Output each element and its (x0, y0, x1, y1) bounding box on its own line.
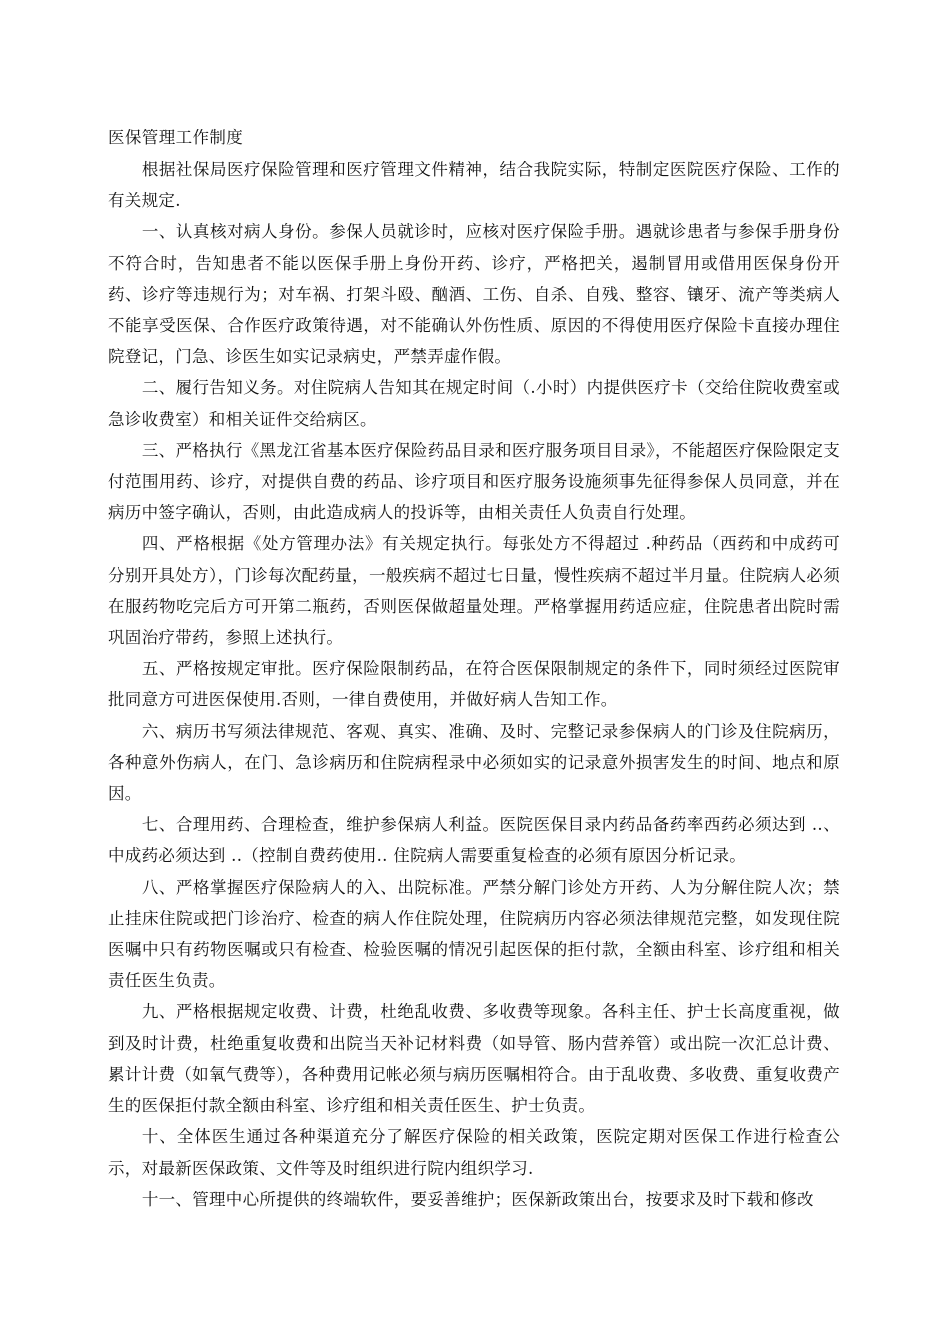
paragraph-1: 一、认真核对病人身份。参保人员就诊时，应核对医疗保险手册。遇就诊患者与参保手册身份不符合时，告知患者不能以医保手册上身份开药、诊疗，严格把关，遏制冒用或借用医保身份开药、诊疗等违规行为；对车祸、打架斗殴、酗酒、工伤、自杀、自残、整容、镶牙、流产等类病人不能享受医保、合作医疗政策待遇，对不能确认外伤性质、原因的不得使用医疗保险卡直接办理住院登记，门急、诊医生如实记录病史，严禁弄虚作假。 (108, 222, 840, 367)
document-body (108, 122, 840, 1215)
paragraph-7: 七、合理用药、合理检查，维护参保病人利益。医院医保目录内药品备药率西药必须达到 ..、中成药必须达到 ..（控制自费药使用.. 住院病人需要重复检查的必须有原因分析记录。 (108, 815, 840, 866)
paragraph-10: 十、全体医生通过各种渠道充分了解医疗保险的相关政策，医院定期对医保工作进行检查公示，对最新医保政策、文件等及时组织进行院内组织学习. (108, 1127, 840, 1178)
paragraph-3: 三、严格执行《黑龙江省基本医疗保险药品目录和医疗服务项目目录》，不能超医疗保险限定支付范围用药、诊疗，对提供自费的药品、诊疗项目和医疗服务设施须事先征得参保人员同意，并在病历中签字确认，否则，由此造成病人的投诉等，由相关责任人负责自行处理。 (108, 440, 840, 523)
paragraph-11: 十一、管理中心所提供的终端软件，要妥善维护；医保新政策出台，按要求及时下载和修改 (141, 1189, 814, 1209)
document-title: 医保管理工作制度 (108, 128, 244, 147)
paragraph-8: 八、严格掌握医疗保险病人的入、出院标准。严禁分解门诊处方开药、人为分解住院人次；禁止挂床住院或把门诊治疗、检查的病人作住院处理，住院病历内容必须法律规范完整，如发现住院医嘱中只有药物医嘱或只有检查、检验医嘱的情况引起医保的拒付款，全额由科室、诊疗组和相关责任医生负责。 (108, 877, 840, 991)
paragraph-4: 四、严格根据《处方管理办法》有关规定执行。每张处方不得超过 .种药品（西药和中成药可分别开具处方），门诊每次配药量，一般疾病不超过七日量，慢性疾病不超过半月量。住院病人必须在服药物吃完后方可开第二瓶药，否则医保做超量处理。严格掌握用药适应症，住院患者出院时需巩固治疗带药，参照上述执行。 (108, 534, 840, 648)
paragraph-5: 五、严格按规定审批。医疗保险限制药品，在符合医保限制规定的条件下，同时须经过医院审批同意方可进医保使用.否则，一律自费使用，并做好病人告知工作。 (108, 659, 840, 710)
paragraph-9: 九、严格根据规定收费、计费，杜绝乱收费、多收费等现象。各科主任、护士长高度重视，做到及时计费，杜绝重复收费和出院当天补记材料费（如导管、肠内营养管）或出院一次汇总计费、累计计费（如氧气费等），各种费用记帐必须与病历医嘱相符合。由于乱收费、多收费、重复收费产生的医保拒付款全额由科室、诊疗组和相关责任医生、护士负责。 (108, 1002, 840, 1116)
paragraph-6: 六、病历书写须法律规范、客观、真实、准确、及时、完整记录参保病人的门诊及住院病历，各种意外伤病人，在门、急诊病历和住院病程录中必须如实的记录意外损害发生的时间、地点和原因。 (108, 721, 840, 804)
paragraph-2: 二、履行告知义务。对住院病人告知其在规定时间（.小时）内提供医疗卡（交给住院收费室或急诊收费室）和相关证件交给病区。 (108, 378, 840, 429)
paragraph-intro: 根据社保局医疗保险管理和医疗管理文件精神，结合我院实际，特制定医院医疗保险、工作的有关规定. (108, 160, 840, 211)
